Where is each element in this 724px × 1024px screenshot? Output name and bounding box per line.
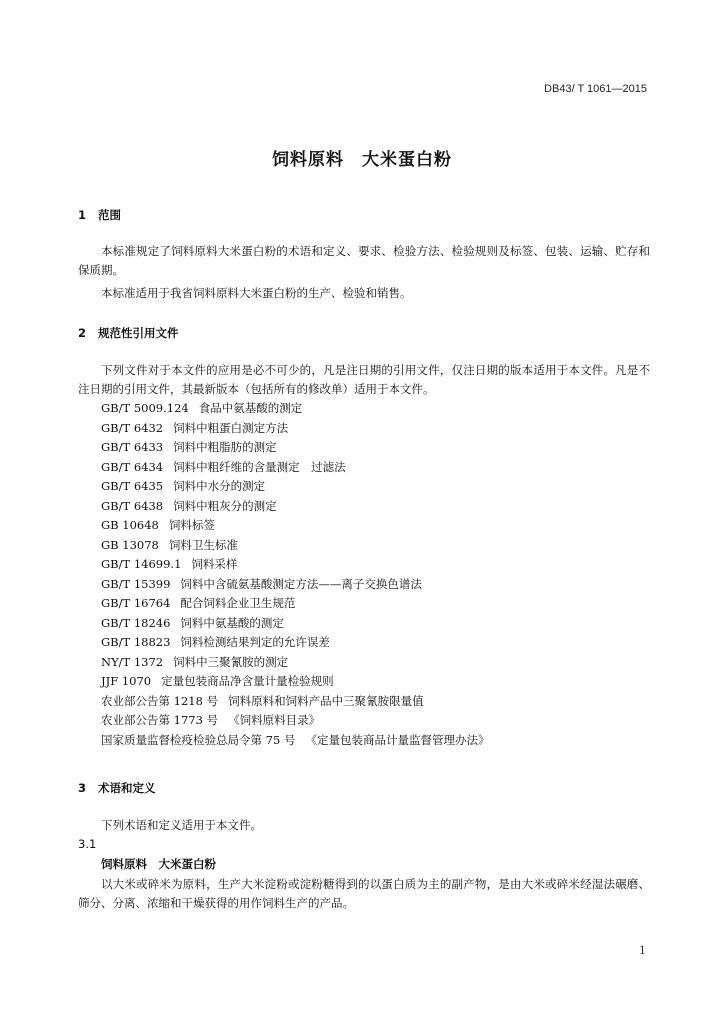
ref-title: 饲料中粗灰分的测定 bbox=[173, 498, 277, 513]
ref-code: GB/T 16764 bbox=[101, 596, 171, 610]
section-title: 规范性引用文件 bbox=[98, 326, 179, 340]
list-item bbox=[101, 516, 489, 536]
list-item bbox=[101, 438, 489, 458]
ref-title: 饲料中粗纤维的含量测定 过滤法 bbox=[173, 459, 346, 474]
list-item bbox=[101, 731, 489, 751]
list-item bbox=[101, 399, 489, 419]
ref-code: NY/T 1372 bbox=[101, 654, 164, 669]
section-number: 3 bbox=[78, 781, 87, 795]
ref-title: 《定量包装商品计量监督管理办法》 bbox=[305, 732, 490, 747]
list-item bbox=[101, 458, 489, 478]
list-item bbox=[101, 692, 489, 712]
page-title: 饲料原料 大米蛋白粉 bbox=[272, 150, 452, 170]
ref-title: 食品中氨基酸的测定 bbox=[198, 401, 303, 415]
list-item bbox=[101, 497, 489, 517]
ref-title: 饲料采样 bbox=[191, 557, 238, 571]
section-number: 2 bbox=[78, 326, 87, 340]
ref-code: GB/T 6434 bbox=[101, 459, 164, 474]
ref-code: GB/T 5009.124 bbox=[101, 401, 189, 415]
ref-title: 饲料中粗脂肪的测定 bbox=[173, 440, 277, 454]
subsection-number: 3.1 bbox=[78, 837, 97, 851]
ref-title: 饲料标签 bbox=[168, 518, 215, 532]
section-2-heading bbox=[78, 325, 179, 341]
ref-code: GB/T 6432 bbox=[101, 420, 164, 435]
list-item bbox=[101, 594, 489, 614]
list-item bbox=[101, 672, 489, 692]
ref-title: 定量包装商品净含量计量检验规则 bbox=[161, 674, 334, 688]
list-item bbox=[101, 419, 489, 439]
list-item bbox=[101, 575, 489, 595]
list-item bbox=[101, 653, 489, 673]
section-title: 范围 bbox=[98, 208, 121, 222]
list-item bbox=[101, 536, 489, 556]
ref-title: 饲料中氨基酸的测定 bbox=[180, 615, 284, 630]
ref-code: GB/T 18246 bbox=[101, 615, 171, 630]
ref-code: 农业部公告第 1773 号 bbox=[101, 713, 219, 727]
scope-paragraph-2: 本标准适用于我省饲料原料大米蛋白粉的生产、检验和销售。 bbox=[101, 286, 412, 300]
scope-paragraph-1: 本标准规定了饲料原料大米蛋白粉的术语和定义、要求、检验方法、检验规则及标签、包装、运输、贮存和保质期。 bbox=[78, 244, 650, 277]
ref-code: GB/T 6435 bbox=[101, 479, 164, 493]
ref-title: 《饲料原料目录》 bbox=[228, 713, 321, 727]
ref-code: GB/T 15399 bbox=[101, 576, 171, 591]
section-1-heading bbox=[78, 207, 121, 223]
term-definition: 以大米或碎米为原料，生产大米淀粉或淀粉糖得到的以蛋白质为主的副产物，是由大米或碎米经湿法碾磨、筛分、分离、浓缩和干燥获得的用作饲料生产的产品。 bbox=[78, 877, 650, 910]
list-item bbox=[101, 555, 489, 575]
list-item bbox=[101, 477, 489, 497]
ref-code: 国家质量监督检疫检验总局令第 75 号 bbox=[101, 732, 296, 747]
references-intro: 下列文件对于本文件的应用是必不可少的，凡是注日期的引用文件，仅注日期的版本适用于本文件。凡是不注日期的引用文件，其最新版本（包括所有的修改单）适用于本文件。 bbox=[78, 363, 650, 396]
reference-list bbox=[101, 399, 489, 750]
ref-title: 饲料中粗蛋白测定方法 bbox=[173, 420, 289, 435]
ref-title: 饲料中三聚氰胺的测定 bbox=[173, 654, 289, 669]
ref-code: GB/T 6433 bbox=[101, 440, 164, 454]
ref-title: 饲料中水分的测定 bbox=[173, 479, 266, 493]
section-3-heading bbox=[78, 780, 156, 796]
ref-code: GB 10648 bbox=[101, 518, 159, 532]
list-item bbox=[101, 633, 489, 653]
ref-code: JJF 1070 bbox=[101, 674, 152, 688]
ref-code: GB/T 18823 bbox=[101, 635, 171, 649]
ref-title: 饲料检测结果判定的允许误差 bbox=[180, 635, 330, 649]
ref-title: 饲料原料和饲料产品中三聚氰胺限量值 bbox=[228, 693, 424, 708]
section-number: 1 bbox=[78, 208, 87, 222]
document-code: DB43/ T 1061—2015 bbox=[544, 83, 647, 95]
ref-title: 饲料中含硫氨基酸测定方法——离子交换色谱法 bbox=[180, 576, 422, 591]
ref-code: GB/T 14699.1 bbox=[101, 557, 182, 571]
page-number: 1 bbox=[639, 944, 646, 957]
term-name: 饲料原料 大米蛋白粉 bbox=[101, 857, 216, 871]
section-title: 术语和定义 bbox=[98, 781, 156, 795]
ref-code: GB 13078 bbox=[101, 537, 159, 552]
list-item bbox=[101, 711, 489, 731]
ref-code: GB/T 6438 bbox=[101, 498, 164, 513]
ref-code: 农业部公告第 1218 号 bbox=[101, 693, 219, 708]
ref-title: 饲料卫生标准 bbox=[168, 537, 238, 552]
ref-title: 配合饲料企业卫生规范 bbox=[180, 596, 296, 610]
terms-intro: 下列术语和定义适用于本文件。 bbox=[101, 818, 262, 832]
list-item bbox=[101, 614, 489, 634]
